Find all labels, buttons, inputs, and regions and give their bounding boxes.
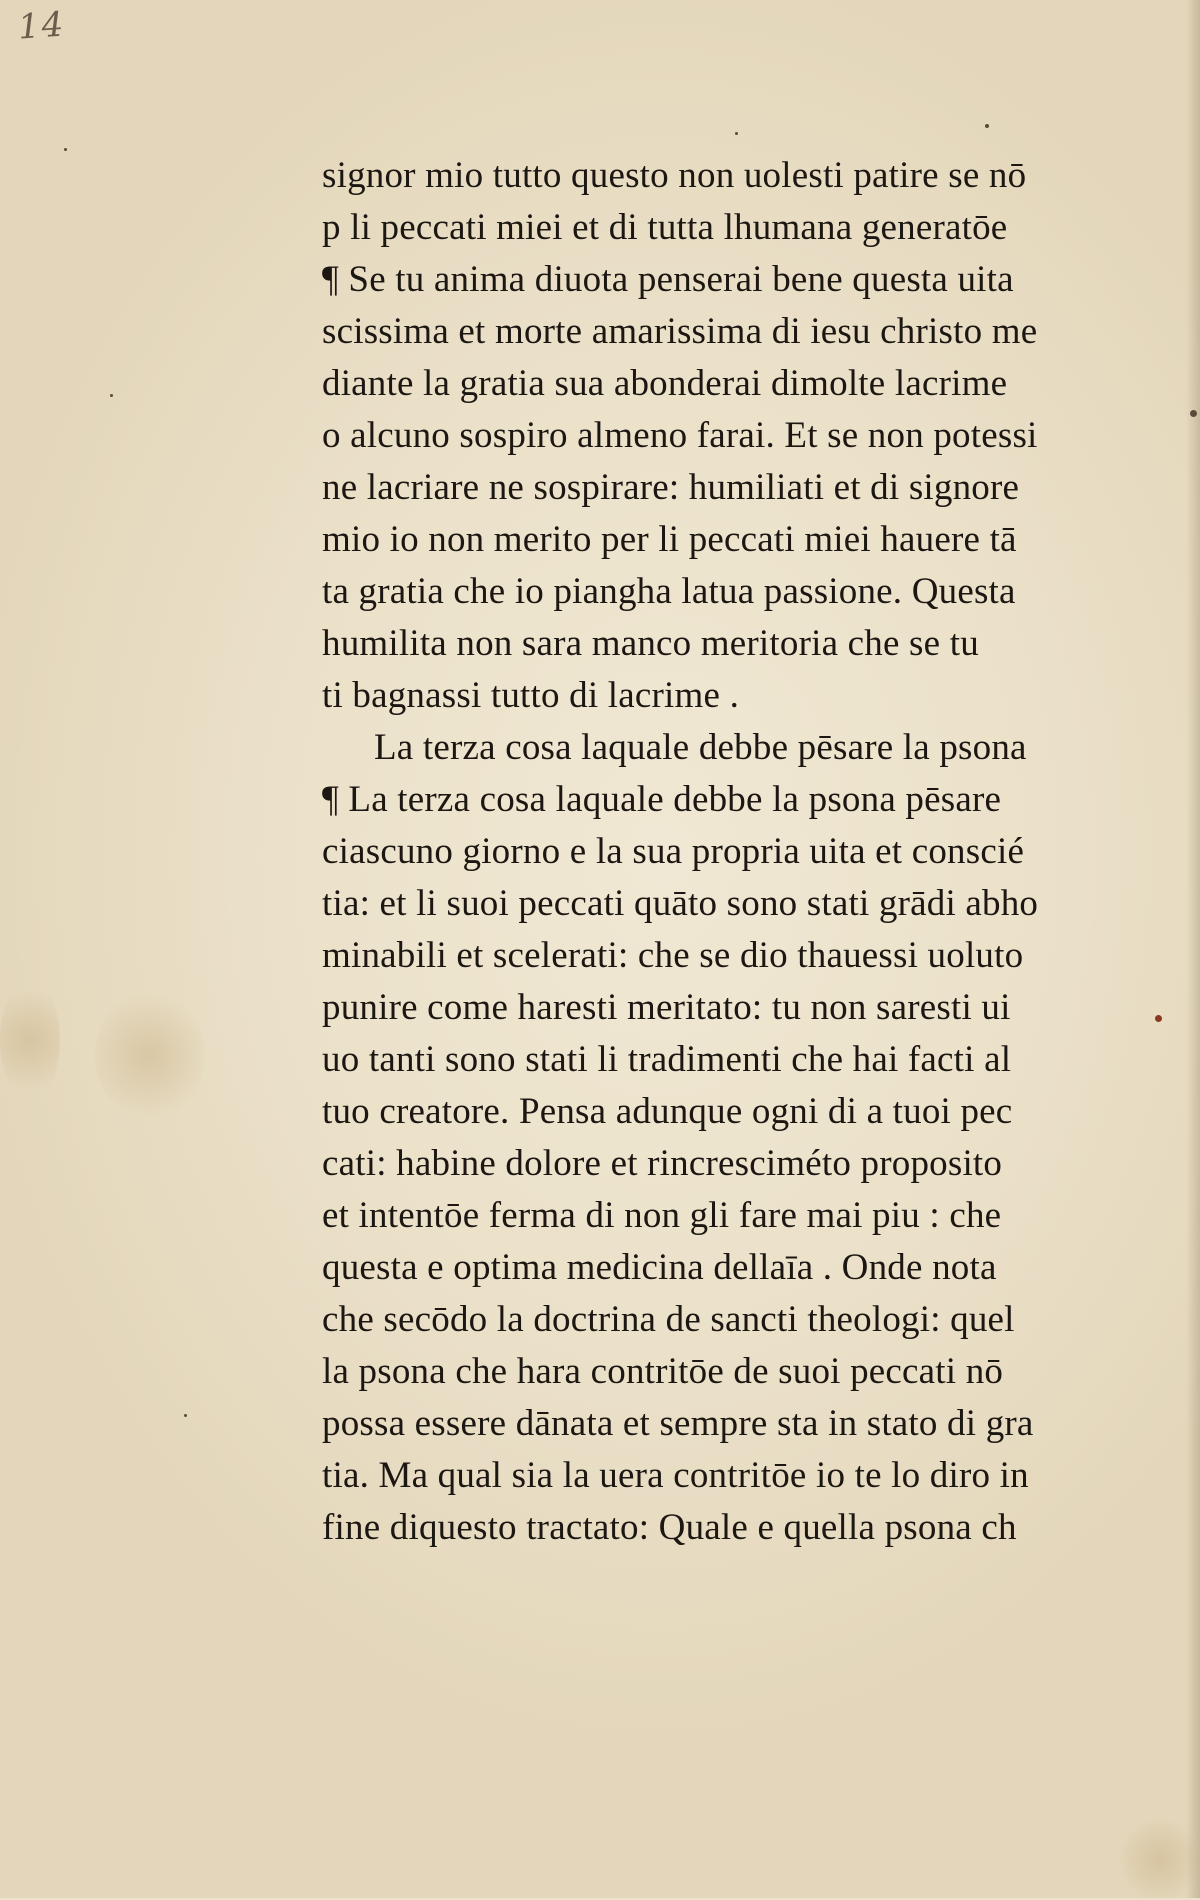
text-line: questa e optima medicina dellaīa . Onde nota [322, 1247, 997, 1288]
text-line: humilita non sara manco meritoria che se tu [322, 623, 979, 664]
text-line: la psona che hara contritōe de suoi peccati nō [322, 1351, 1004, 1392]
text-line: ti bagnassi tutto di lacrime . [322, 675, 740, 716]
text-line: tia: et li suoi peccati quāto sono stati grādi abho [322, 883, 1039, 924]
text-line: possa essere dānata et sempre sta in stato di gra [322, 1403, 1034, 1444]
text-line: cati: habine dolore et rincresciméto proposito [322, 1143, 1003, 1184]
body-text [322, 150, 1132, 1554]
text-line: che secōdo la doctrina de sancti theologi: quel [322, 1299, 1015, 1340]
foxing-stain [0, 980, 60, 1100]
text-line: et intentōe ferma di non gli fare mai piu : che [322, 1195, 1002, 1236]
foxing-stain [95, 990, 205, 1120]
text-line: ¶ Se tu anima diuota penserai bene questa uita [322, 259, 1014, 300]
ink-speck [1190, 410, 1197, 417]
section-heading: La terza cosa laquale debbe pēsare la psona [374, 727, 1027, 768]
text-line: fine diquesto tractato: Quale e quella psona ch [322, 1507, 1017, 1548]
text-line: ne lacriare ne sospirare: humiliati et di signore [322, 467, 1020, 508]
text-line: diante la gratia sua abonderai dimolte lacrime [322, 363, 1008, 404]
text-line: ta gratia che io piangha latua passione. Questa [322, 571, 1016, 612]
ink-speck [184, 1414, 187, 1417]
ink-speck [110, 394, 113, 397]
text-line: p li peccati miei et di tutta lhumana generatōe [322, 207, 1008, 248]
text-line: ¶ La terza cosa laquale debbe la psona pēsare [322, 779, 1002, 820]
text-line: mio io non merito per li peccati miei hauere tā [322, 519, 1017, 560]
text-line: signor mio tutto questo non uolesti patire se nō [322, 155, 1027, 196]
text-line: tuo creatore. Pensa adunque ogni di a tuoi pec [322, 1091, 1013, 1132]
ink-speck [64, 148, 67, 151]
folio-number: 14 [16, 4, 67, 48]
text-line: scissima et morte amarissima di iesu christo me [322, 311, 1038, 352]
page-edge-shadow [1186, 0, 1200, 1898]
text-line: minabili et scelerati: che se dio thauessi uoluto [322, 935, 1024, 976]
ink-speck [985, 124, 989, 128]
text-line: uo tanti sono stati li tradimenti che hai facti al [322, 1039, 1012, 1080]
text-line: o alcuno sospiro almeno farai. Et se non potessi [322, 415, 1038, 456]
ink-speck [1155, 1015, 1162, 1022]
text-line: tia. Ma qual sia la uera contritōe io te lo diro in [322, 1455, 1029, 1496]
text-line: ciascuno giorno e la sua propria uita et conscié [322, 831, 1025, 872]
ink-speck [735, 132, 738, 135]
text-line: punire come haresti meritato: tu non saresti ui [322, 987, 1011, 1028]
